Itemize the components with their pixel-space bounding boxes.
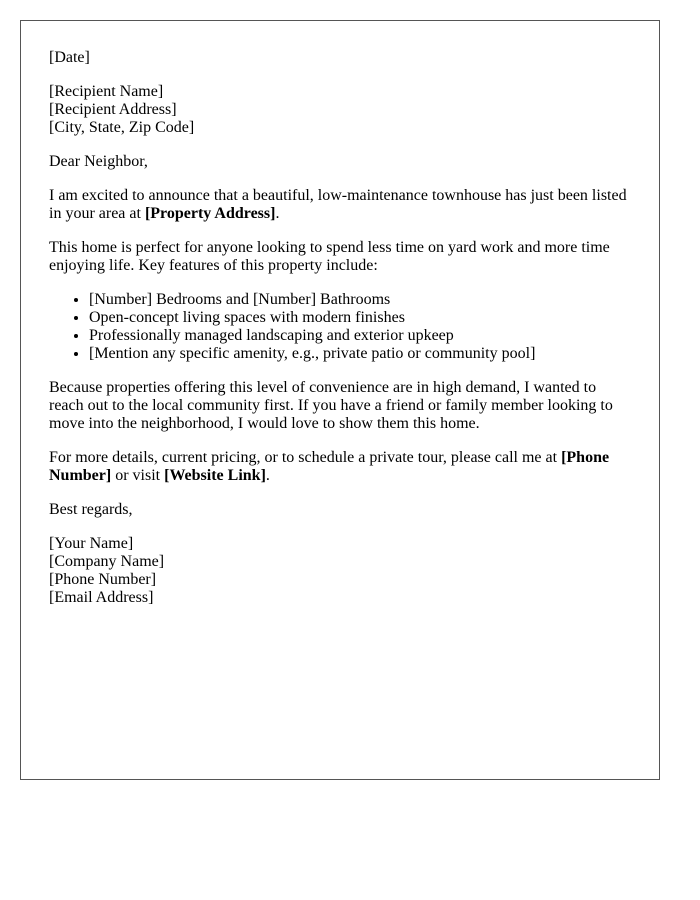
recipient-block [49, 83, 631, 137]
demand-paragraph: Because properties offering this level of convenience are in high demand, I wanted to reach out to the local community first. If you have a friend or family member looking to move into the neighborhood, I would love to show them this home. [49, 379, 613, 432]
list-item: • [Number] Bedrooms and [Number] Bathrooms [89, 291, 631, 309]
property-address: [Property Address] [144, 205, 276, 222]
contact-end: . [265, 467, 270, 484]
salutation: Dear Neighbor, [49, 153, 148, 170]
list-item: • [Mention any specific amenity, e.g., private patio or community pool] [89, 345, 631, 363]
signature-name: [Your Name] [49, 535, 134, 552]
recipient-city-line: [City, State, Zip Code] [49, 119, 195, 136]
intro-paragraph [49, 187, 631, 223]
intro-text: I am excited to announce that a beautiful, low-maintenance townhouse has just been listed in your area at [49, 187, 627, 222]
recipient-name: [Recipient Name] [49, 83, 164, 100]
closing: Best regards, [49, 501, 133, 518]
intro-end: . [275, 205, 280, 222]
recipient-address: [Recipient Address] [49, 101, 177, 118]
list-item: • Open-concept living spaces with modern finishes [89, 309, 631, 327]
contact-text: For more details, current pricing, or to schedule a private tour, please call me at [49, 449, 562, 466]
features-intro: This home is perfect for anyone looking to spend less time on yard work and more time enjoying life. Key features of this property include: [49, 239, 610, 274]
contact-middle: or visit [111, 467, 165, 484]
signature-phone: [Phone Number] [49, 571, 157, 588]
features-list [49, 291, 631, 363]
contact-website: [Website Link] [164, 467, 266, 484]
signature-company: [Company Name] [49, 553, 165, 570]
signature-email: [Email Address] [49, 589, 154, 606]
list-item: • Professionally managed landscaping and exterior upkeep [89, 327, 631, 345]
contact-paragraph [49, 449, 631, 485]
signature-block [49, 535, 631, 607]
letter-date: [Date] [49, 49, 90, 66]
letter-page [20, 20, 660, 780]
contact-phone: [Phone Number] [49, 449, 610, 484]
